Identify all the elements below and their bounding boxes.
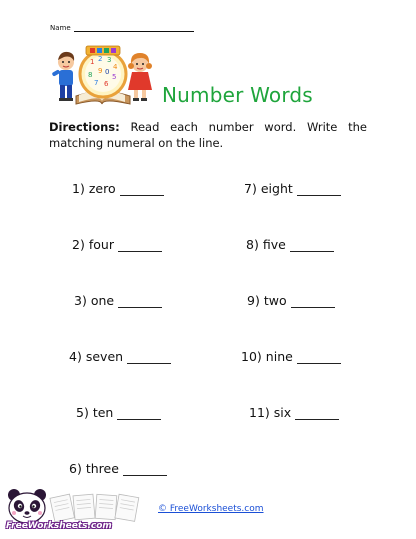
problem-word: six [273, 405, 292, 420]
answer-line[interactable] [297, 352, 341, 364]
svg-text:7: 7 [94, 79, 99, 87]
problem-word: two [263, 293, 287, 308]
answer-line[interactable] [120, 184, 164, 196]
answer-line[interactable] [290, 240, 334, 252]
problem-6 [69, 461, 167, 476]
svg-text:2: 2 [98, 55, 103, 63]
copyright-link[interactable]: © FreeWorksheets.com [158, 504, 264, 514]
answer-line[interactable] [295, 408, 339, 420]
problem-7 [244, 181, 341, 196]
problem-word: one [90, 293, 115, 308]
problem-3 [74, 293, 162, 308]
svg-text:8: 8 [88, 71, 93, 79]
problem-10 [241, 349, 341, 364]
problem-11 [249, 405, 339, 420]
problem-word: four [88, 237, 114, 252]
problem-number: 3) [74, 293, 87, 308]
svg-text:4: 4 [113, 63, 118, 71]
directions-text: Read each number word. Write the matching numeral on the line. [49, 120, 367, 150]
svg-text:3: 3 [107, 56, 112, 64]
worksheet-title: Number Words [162, 83, 313, 107]
answer-line[interactable] [117, 408, 161, 420]
problem-word: nine [265, 349, 293, 364]
problem-9 [247, 293, 335, 308]
problem-word: eight [260, 181, 293, 196]
problem-number: 1) [72, 181, 85, 196]
problem-number: 7) [244, 181, 257, 196]
problem-4 [69, 349, 171, 364]
problem-1 [72, 181, 164, 196]
problem-8 [246, 237, 334, 252]
problem-number: 5) [76, 405, 89, 420]
name-line [74, 24, 194, 32]
answer-line[interactable] [118, 296, 162, 308]
problem-word: three [85, 461, 119, 476]
svg-text:0: 0 [105, 68, 110, 76]
problem-number: 11) [249, 405, 270, 420]
answer-line[interactable] [118, 240, 162, 252]
problem-number: 9) [247, 293, 260, 308]
answer-line[interactable] [297, 184, 341, 196]
problem-number: 2) [72, 237, 85, 252]
problem-number: 10) [241, 349, 262, 364]
problem-word: ten [92, 405, 114, 420]
name-label: Name [50, 24, 71, 32]
svg-text:6: 6 [104, 80, 109, 88]
problem-5 [76, 405, 161, 420]
kids-math-illustration-icon [46, 44, 158, 112]
problem-number: 6) [69, 461, 82, 476]
answer-line[interactable] [291, 296, 335, 308]
problem-word: five [262, 237, 286, 252]
answer-line[interactable] [127, 352, 171, 364]
svg-text:1: 1 [90, 58, 95, 66]
problem-word: zero [88, 181, 116, 196]
svg-text:5: 5 [112, 73, 117, 81]
freeworksheets-logo: FreeWorksheets.com [6, 521, 112, 531]
problem-number: 4) [69, 349, 82, 364]
answer-line[interactable] [123, 464, 167, 476]
panda-mascot-icon [2, 488, 52, 524]
name-field [50, 24, 194, 32]
problem-number: 8) [246, 237, 259, 252]
worksheet-thumbnails-icon [48, 492, 140, 522]
svg-text:9: 9 [98, 67, 103, 75]
directions-label: Directions: [49, 120, 120, 134]
problem-word: seven [85, 349, 124, 364]
problem-2 [72, 237, 162, 252]
directions [49, 119, 367, 151]
